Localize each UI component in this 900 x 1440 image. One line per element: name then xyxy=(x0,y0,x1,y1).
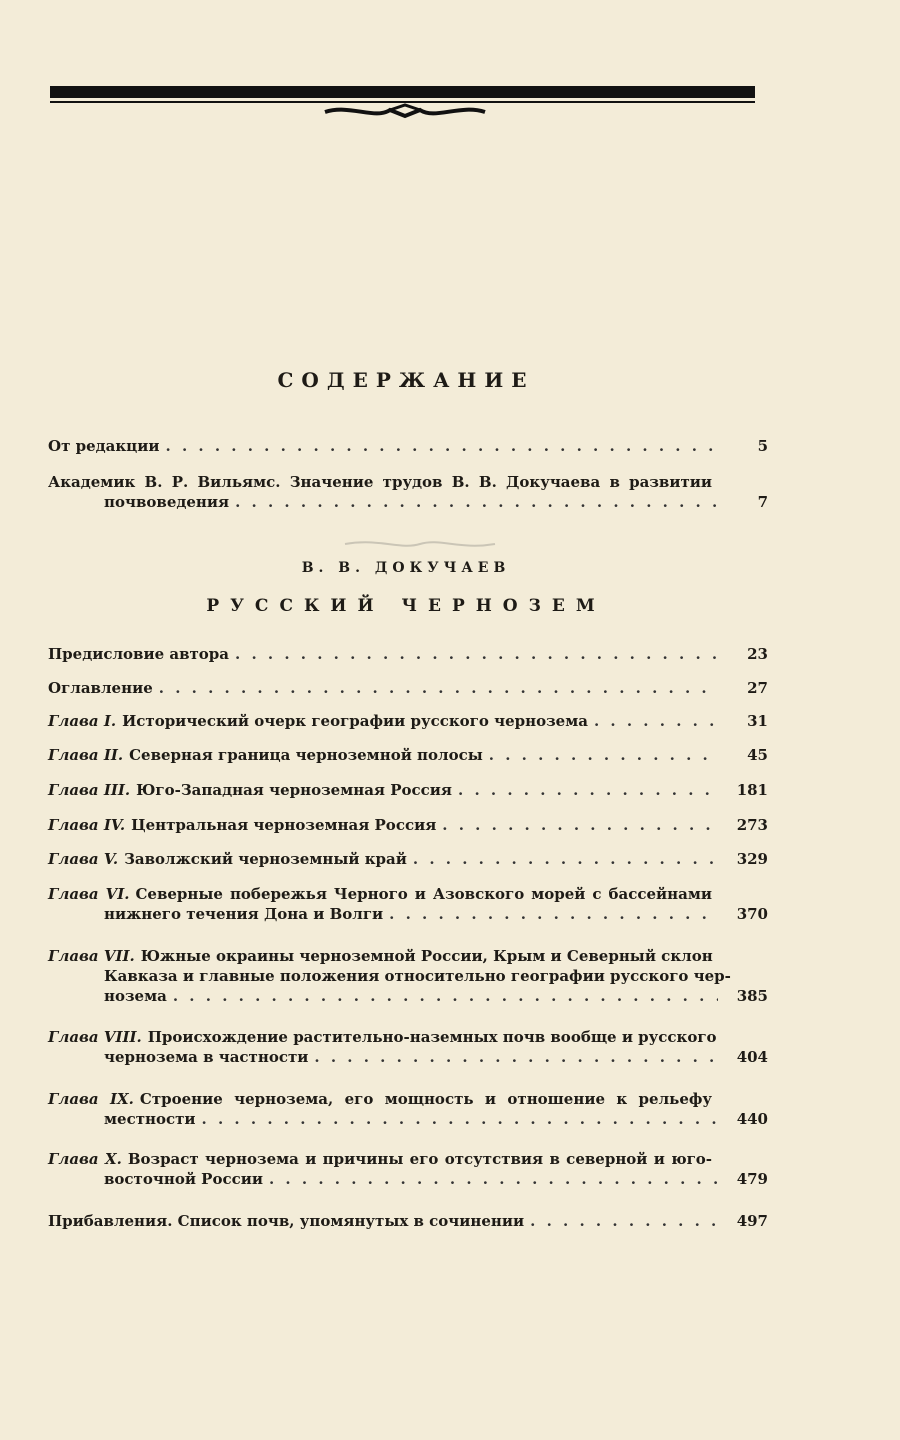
leader-dots xyxy=(269,1169,718,1189)
toc-entry-title: Центральная черноземная Россия xyxy=(131,816,437,834)
toc-entry-preface[interactable] xyxy=(48,644,768,664)
contents-heading: СОДЕРЖАНИЕ xyxy=(277,368,535,392)
toc-entry-chapter-3[interactable] xyxy=(48,780,768,800)
toc-entry-title: Юго-Западная черноземная Россия xyxy=(136,781,452,799)
toc-entry-line: почвоведения xyxy=(104,493,230,511)
toc-entry-line: нижнего течения Дона и Волги xyxy=(104,905,384,923)
toc-entry-line: Строение чернозема, его мощность и отношение к рельефу xyxy=(139,1090,712,1108)
leader-dots xyxy=(489,745,718,765)
chapter-label: Глава II. xyxy=(48,746,124,764)
chapter-label: Глава I. xyxy=(48,712,117,730)
toc-entry-line: чернозема в частности xyxy=(104,1048,309,1066)
toc-entry-title: Исторический очерк географии русского чернозема xyxy=(122,712,588,730)
toc-page-number: 23 xyxy=(747,645,768,663)
toc-entry-line: Происхождение растительно-наземных почв вообще и русского xyxy=(147,1028,717,1046)
chapter-label: Глава IV. xyxy=(48,816,126,834)
toc-entry-chapter-10[interactable] xyxy=(48,1149,768,1189)
leader-dots xyxy=(442,815,718,835)
toc-entry-line: Северные побережья Черного и Азовского морей с бассейнами xyxy=(135,885,713,903)
toc-page-number: 385 xyxy=(736,987,768,1005)
toc-entry-title: Заволжский черноземный край xyxy=(124,850,407,868)
toc-page-number: 404 xyxy=(736,1048,768,1066)
leader-dots xyxy=(202,1109,718,1129)
leader-dots xyxy=(389,904,718,924)
leader-dots xyxy=(594,711,718,731)
toc-entry-chapter-4[interactable] xyxy=(48,815,768,835)
chapter-label: Глава VIII. xyxy=(48,1028,142,1046)
book-author: В. В. ДОКУЧАЕВ xyxy=(301,560,511,576)
toc-page-number: 45 xyxy=(747,746,768,764)
leader-dots xyxy=(314,1047,718,1067)
toc-entry-chapter-6[interactable] xyxy=(48,884,768,924)
toc-page-number: 440 xyxy=(736,1110,768,1128)
toc-page-number: 27 xyxy=(747,679,768,697)
toc-entry-line: Южные окраины черноземной России, Крым и Северный склон xyxy=(140,947,713,965)
leader-dots xyxy=(173,986,718,1006)
toc-entry-chapter-5[interactable] xyxy=(48,849,768,869)
toc-entry-chapter-8[interactable] xyxy=(48,1027,768,1067)
toc-entry-title: Северная граница черноземной полосы xyxy=(129,746,483,764)
leader-dots xyxy=(235,492,718,512)
toc-entry-line: нозема xyxy=(104,987,167,1005)
toc-entry-line: местности xyxy=(104,1110,196,1128)
toc-page-number: 181 xyxy=(736,781,768,799)
toc-entry-title: Предисловие автора xyxy=(48,645,229,663)
toc-page-number: 273 xyxy=(736,816,768,834)
chapter-label: Глава VII. xyxy=(48,947,135,965)
toc-entry-line: Академик В. Р. Вильямс. Значение трудов В. В. Докучаева в развитии xyxy=(48,473,712,491)
toc-entry-table-of-contents[interactable] xyxy=(48,678,768,698)
toc-page-number: 5 xyxy=(757,437,768,455)
toc-page-number: 31 xyxy=(747,712,768,730)
toc-entry-chapter-7[interactable] xyxy=(48,946,768,1006)
toc-page-number: 329 xyxy=(736,850,768,868)
chapter-label: Глава III. xyxy=(48,781,131,799)
toc-entry-editorial[interactable] xyxy=(48,436,768,456)
toc-entry-line: восточной России xyxy=(104,1170,263,1188)
toc-page-number: 497 xyxy=(736,1212,768,1230)
toc-entry-title: От редакции xyxy=(48,437,160,455)
leader-dots xyxy=(530,1211,718,1231)
header-ornament-icon xyxy=(320,102,490,120)
leader-dots xyxy=(159,678,718,698)
toc-entry-williams[interactable] xyxy=(48,472,768,512)
leader-dots xyxy=(458,780,718,800)
leader-dots xyxy=(413,849,718,869)
leader-dots xyxy=(235,644,718,664)
toc-page-number: 7 xyxy=(757,493,768,511)
toc-entry-chapter-9[interactable] xyxy=(48,1089,768,1129)
header-rule-thick xyxy=(50,86,755,98)
book-title: РУССКИЙ ЧЕРНОЗЕМ xyxy=(206,596,606,616)
toc-entry-line: Возраст чернозема и причины его отсутствия в северной и юго- xyxy=(127,1150,712,1168)
toc-entry-title: Оглавление xyxy=(48,679,153,697)
toc-page-number: 479 xyxy=(736,1170,768,1188)
toc-entry-chapter-1[interactable] xyxy=(48,711,768,731)
chapter-label: Глава V. xyxy=(48,850,119,868)
toc-page-number: 370 xyxy=(736,905,768,923)
toc-entry-title: Прибавления. Список почв, упомянутых в сочинении xyxy=(48,1212,525,1230)
leader-dots xyxy=(166,436,719,456)
toc-entry-appendix[interactable] xyxy=(48,1211,768,1231)
chapter-label: Глава IX. xyxy=(48,1090,134,1108)
divider-ornament-icon xyxy=(340,538,500,550)
toc-entry-chapter-2[interactable] xyxy=(48,745,768,765)
chapter-label: Глава X. xyxy=(48,1150,122,1168)
toc-entry-line: Кавказа и главные положения относительно географии русского чер- xyxy=(104,967,731,985)
chapter-label: Глава VI. xyxy=(48,885,130,903)
